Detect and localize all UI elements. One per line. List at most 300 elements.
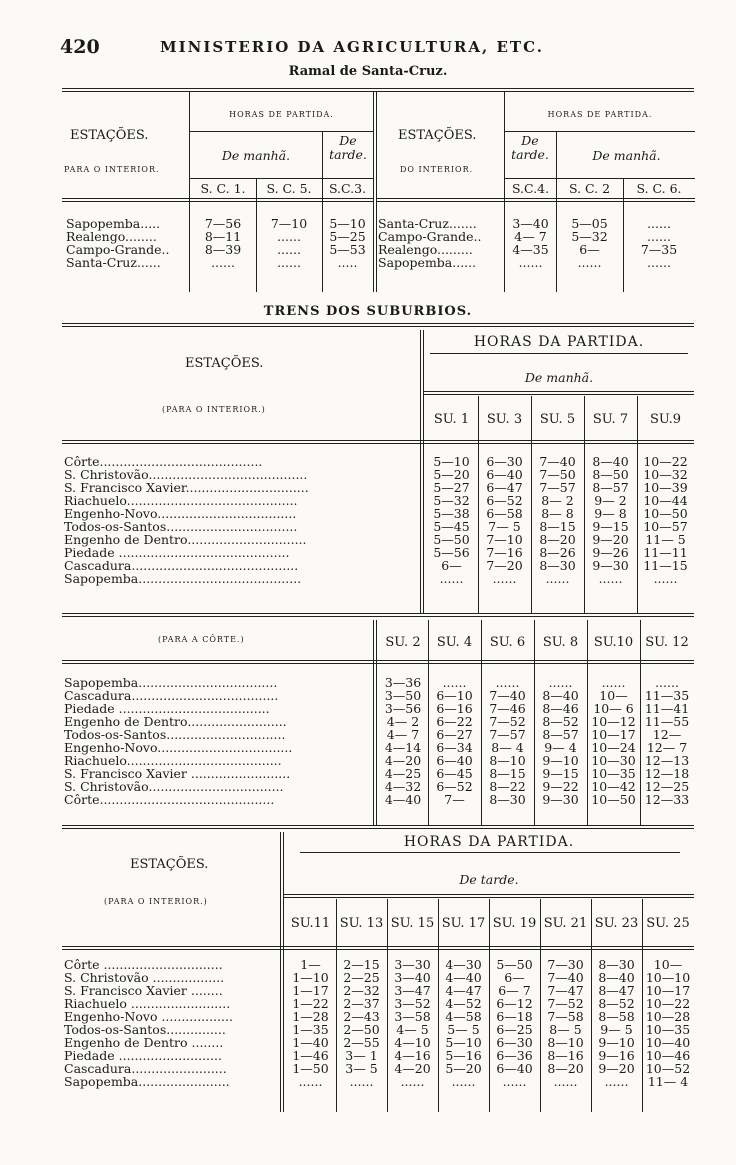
- column-header: SU. 12: [645, 635, 689, 650]
- departure-time: 8—40: [592, 454, 629, 469]
- departure-time: 6—30: [496, 1035, 533, 1050]
- station-name: Sapopemba.........................................: [64, 571, 302, 586]
- departure-time: 8—50: [592, 467, 629, 482]
- departure-time: 1—22: [292, 996, 329, 1011]
- departure-time: 6— 7: [498, 983, 531, 998]
- estacoes-heading-left: ESTAÇÕES.: [70, 128, 149, 143]
- departure-time: 9—16: [598, 1048, 635, 1063]
- rule: [505, 178, 695, 179]
- departure-time: 9— 5: [600, 1022, 633, 1037]
- ramal-left-time: ......: [277, 255, 301, 270]
- rule: [505, 131, 695, 132]
- station-name: S. Christovão..................................: [64, 779, 284, 794]
- departure-time: 8—26: [539, 545, 576, 560]
- station-name: Todos-os-Santos.................................: [64, 519, 298, 534]
- departure-time: 4—40: [384, 792, 422, 807]
- station-name: Piedade ..........................: [64, 1048, 222, 1063]
- departure-time: 5—20: [445, 1061, 482, 1076]
- departure-time: 4—20: [384, 753, 422, 768]
- station-name: Todos-os-Santos..............................: [64, 727, 286, 742]
- departure-time: 6—16: [436, 701, 473, 716]
- departure-time: ......: [502, 1074, 527, 1089]
- column-header: SU. 5: [539, 412, 576, 427]
- departure-time: 8— 5: [549, 1022, 582, 1037]
- ramal-right-time: ......: [647, 255, 671, 270]
- departure-time: 6—45: [436, 766, 473, 781]
- ramal-left-time: 7—56: [204, 216, 242, 231]
- station-name: S. Francisco Xavier ........: [64, 983, 223, 998]
- rule: [424, 394, 694, 395]
- departure-time: 10—42: [591, 779, 636, 794]
- departure-time: 6—36: [496, 1048, 533, 1063]
- departure-time: 3— 1: [345, 1048, 378, 1063]
- departure-time: 3—56: [384, 701, 422, 716]
- departure-time: 8—40: [598, 970, 635, 985]
- direction-left: PARA O INTERIOR.: [64, 165, 160, 174]
- col-sc1: S. C. 1.: [200, 181, 246, 196]
- section-subtitle: Ramal de Santa-Cruz.: [288, 64, 448, 79]
- departure-time: 12—25: [644, 779, 690, 794]
- departure-time: 5—32: [433, 493, 470, 508]
- departure-time: ......: [655, 675, 679, 690]
- departure-time: 8—57: [592, 480, 629, 495]
- departure-time: 8—30: [489, 792, 526, 807]
- departure-time: 6—25: [496, 1022, 533, 1037]
- departure-time: 4—52: [445, 996, 482, 1011]
- departure-time: 9— 2: [594, 493, 627, 508]
- departure-time: 12—18: [644, 766, 690, 781]
- departure-time: 8—30: [598, 957, 635, 972]
- departure-time: 9—20: [592, 532, 629, 547]
- column-header: SU.11: [290, 916, 331, 931]
- departure-time: 9—30: [592, 558, 629, 573]
- column-header: SU. 1: [433, 412, 470, 427]
- departure-time: 10—40: [645, 1035, 691, 1050]
- departure-time: 7—30: [547, 957, 584, 972]
- departure-time: 11— 4: [647, 1074, 689, 1089]
- departure-time: 4—14: [384, 740, 422, 755]
- departure-time: 9—20: [598, 1061, 635, 1076]
- departure-time: 3—30: [394, 957, 431, 972]
- departure-time: 4—25: [384, 766, 422, 781]
- departure-time: 10—52: [645, 1061, 691, 1076]
- col-sc5: S. C. 5.: [266, 181, 312, 196]
- departure-time: 5—45: [433, 519, 470, 534]
- station-name: Côrte ..............................: [64, 957, 223, 972]
- departure-time: 5—56: [433, 545, 470, 560]
- column-header: SU. 4: [436, 635, 473, 650]
- col-sc2: S. C. 2: [568, 181, 611, 196]
- column-header: SU. 21: [543, 916, 588, 931]
- departure-time: 12— 7: [646, 740, 688, 755]
- departure-time: 8—20: [547, 1061, 584, 1076]
- station-name: S. Francisco Xavier...............................: [64, 480, 309, 495]
- rule: [62, 825, 694, 826]
- departure-time: 3—47: [394, 983, 431, 998]
- departure-time: ......: [442, 675, 467, 690]
- rule: [376, 198, 695, 199]
- departure-time: 5—50: [496, 957, 533, 972]
- departure-time: 7—58: [547, 1009, 584, 1024]
- departure-time: 3—36: [384, 675, 422, 690]
- departure-time: 3—50: [384, 688, 422, 703]
- departure-time: 4—40: [445, 970, 482, 985]
- departure-time: 8— 8: [541, 506, 574, 521]
- departure-time: 10—32: [643, 467, 688, 482]
- departure-time: 6—22: [436, 714, 473, 729]
- departure-time: 1—50: [292, 1061, 329, 1076]
- t2-direction: (PARA A CÔRTE.): [158, 635, 245, 644]
- departure-time: 6—: [441, 558, 462, 573]
- rule: [376, 201, 695, 202]
- de-manha-right: De manhã.: [592, 148, 661, 163]
- departure-time: 6—: [504, 970, 525, 985]
- departure-time: 10—28: [645, 1009, 691, 1024]
- rule: [62, 198, 373, 199]
- departure-time: 10—12: [591, 714, 636, 729]
- ramal-right-station: Campo-Grande..: [378, 229, 482, 244]
- departure-time: 8—10: [489, 753, 526, 768]
- rule: [284, 897, 694, 898]
- ramal-right-time: 4—35: [512, 242, 549, 257]
- station-name: Engenho de Dentro ........: [64, 1035, 224, 1050]
- station-name: Engenho-Novo ..................: [64, 1009, 233, 1024]
- column-header: SU.10: [593, 635, 634, 650]
- de-manha-left: De manhã.: [221, 148, 291, 163]
- departure-time: 1—10: [292, 970, 329, 985]
- departure-time: 9— 8: [594, 506, 627, 521]
- t3-estacoes: ESTAÇÕES.: [130, 857, 209, 872]
- departure-time: ......: [492, 571, 517, 586]
- station-name: Riachuelo...........................................: [64, 493, 298, 508]
- departure-time: 7—40: [489, 688, 526, 703]
- departure-time: 6—52: [486, 493, 523, 508]
- departure-time: 4— 5: [396, 1022, 429, 1037]
- departure-time: 8—52: [542, 714, 579, 729]
- departure-time: 1—28: [292, 1009, 329, 1024]
- rule: [62, 323, 694, 324]
- departure-time: 6—58: [486, 506, 523, 521]
- station-name: S. Christovão ..................: [64, 970, 225, 985]
- vdbl: [373, 620, 377, 825]
- ramal-right-time: 4— 7: [514, 229, 547, 244]
- departure-time: 5—27: [433, 480, 470, 495]
- departure-time: 2—15: [343, 957, 380, 972]
- column-header: SU. 19: [492, 916, 537, 931]
- departure-time: 10—17: [645, 983, 691, 998]
- ramal-right-station: Santa-Cruz.......: [378, 216, 477, 231]
- departure-time: 6—40: [496, 1061, 533, 1076]
- departure-time: 8— 4: [491, 740, 524, 755]
- departure-time: 7—57: [539, 480, 576, 495]
- ramal-left-time: .....: [337, 255, 358, 270]
- departure-time: 3—58: [394, 1009, 431, 1024]
- ramal-right-time: 6—: [579, 242, 600, 257]
- column-header: SU.9: [649, 412, 682, 427]
- rule: [62, 440, 694, 441]
- departure-time: 1—17: [292, 983, 329, 998]
- column-header: SU. 23: [594, 916, 639, 931]
- col-sc4: S.C.4.: [511, 181, 550, 196]
- rule: [62, 828, 694, 829]
- ramal-left-time: 7—10: [270, 216, 308, 231]
- departure-time: 7—40: [547, 970, 584, 985]
- column-header: SU. 3: [486, 412, 523, 427]
- departure-time: 7—57: [489, 727, 526, 742]
- departure-time: 10—22: [643, 454, 688, 469]
- departure-time: 9—15: [592, 519, 629, 534]
- rule: [284, 894, 694, 895]
- departure-time: 11—41: [644, 701, 690, 716]
- departure-time: 4— 2: [386, 714, 420, 729]
- rule: [430, 353, 688, 354]
- departure-time: 12—: [652, 727, 682, 742]
- departure-time: 4—16: [394, 1048, 431, 1063]
- ramal-right-station: Realengo.........: [378, 242, 473, 257]
- departure-time: 2—43: [343, 1009, 380, 1024]
- departure-time: 5—10: [433, 454, 470, 469]
- departure-time: 8—40: [542, 688, 579, 703]
- page-number: 420: [60, 36, 100, 58]
- departure-time: 10—57: [643, 519, 688, 534]
- column-header: SU. 17: [441, 916, 486, 931]
- col-sc6: S. C. 6.: [636, 181, 682, 196]
- departure-time: 8—15: [539, 519, 576, 534]
- t3-horas: HORAS DA PARTIDA.: [403, 834, 575, 850]
- departure-time: 6—34: [436, 740, 473, 755]
- departure-time: 3— 5: [345, 1061, 378, 1076]
- departure-time: 10—17: [591, 727, 636, 742]
- station-name: Riachuelo.......................................: [64, 753, 282, 768]
- page-title: MINISTERIO DA AGRICULTURA, ETC.: [160, 38, 544, 56]
- departure-time: 5—38: [433, 506, 470, 521]
- departure-time: 6—40: [486, 467, 523, 482]
- departure-time: 2—37: [343, 996, 380, 1011]
- departure-time: 12—13: [644, 753, 690, 768]
- rule: [62, 946, 694, 947]
- rule: [300, 852, 680, 853]
- departure-time: 10—24: [591, 740, 636, 755]
- departure-time: 6—10: [436, 688, 473, 703]
- departure-time: 9—10: [542, 753, 579, 768]
- departure-time: 1—46: [292, 1048, 329, 1063]
- departure-time: 7—52: [547, 996, 584, 1011]
- suburbios-title: TRENS DOS SUBURBIOS.: [263, 304, 473, 319]
- departure-time: 5—16: [445, 1048, 482, 1063]
- column-header: SU. 6: [489, 635, 526, 650]
- departure-time: 2—50: [343, 1022, 380, 1037]
- departure-time: 10—35: [645, 1022, 691, 1037]
- departure-time: 11— 5: [645, 532, 686, 547]
- departure-time: 6—30: [486, 454, 523, 469]
- station-name: Sapopemba...................................: [64, 675, 278, 690]
- ramal-right-time: ......: [577, 255, 602, 270]
- station-name: S. Francisco Xavier .........................: [64, 766, 291, 781]
- station-name: Riachuelo .........................: [64, 996, 231, 1011]
- departure-time: 2—25: [343, 970, 380, 985]
- station-name: Cascadura........................: [64, 1061, 227, 1076]
- ramal-right-time: ......: [647, 229, 671, 244]
- departure-time: 1—35: [292, 1022, 329, 1037]
- departure-time: 6—18: [496, 1009, 533, 1024]
- departure-time: 8— 2: [541, 493, 574, 508]
- departure-time: ......: [451, 1074, 476, 1089]
- departure-time: 1—: [300, 957, 321, 972]
- departure-time: 9—30: [542, 792, 579, 807]
- estacoes-heading-right: ESTAÇÕES.: [398, 128, 477, 143]
- departure-time: 10—: [653, 957, 683, 972]
- t1-horas: HORAS DA PARTIDA.: [473, 334, 645, 350]
- departure-time: 5— 5: [447, 1022, 480, 1037]
- departure-time: 2—55: [343, 1035, 380, 1050]
- vrule: [322, 131, 323, 179]
- departure-time: 8—22: [489, 779, 526, 794]
- column-header: SU. 7: [592, 412, 629, 427]
- departure-time: 5—50: [433, 532, 470, 547]
- departure-time: 8—15: [489, 766, 526, 781]
- departure-time: 7—10: [486, 532, 523, 547]
- departure-time: 4—10: [394, 1035, 431, 1050]
- departure-time: 4—32: [384, 779, 422, 794]
- departure-time: 6—12: [496, 996, 533, 1011]
- ramal-right-time: 7—35: [640, 242, 678, 257]
- departure-time: 8—30: [539, 558, 576, 573]
- departure-time: 6—47: [486, 480, 523, 495]
- departure-time: 7—47: [547, 983, 584, 998]
- departure-time: 10—35: [591, 766, 636, 781]
- departure-time: ......: [553, 1074, 578, 1089]
- departure-time: 4—20: [394, 1061, 431, 1076]
- departure-time: ......: [601, 675, 626, 690]
- departure-time: 4— 7: [386, 727, 420, 742]
- departure-time: 8—58: [598, 1009, 635, 1024]
- departure-time: 7—20: [486, 558, 523, 573]
- departure-time: 10—39: [643, 480, 688, 495]
- station-name: Cascadura..........................................: [64, 558, 299, 573]
- departure-time: 4—47: [445, 983, 482, 998]
- departure-time: 7—: [444, 792, 465, 807]
- departure-time: 11—11: [643, 545, 688, 560]
- de-tarde-right: De tarde.: [511, 133, 549, 162]
- horas-partida-right: HORAS DE PARTIDA.: [547, 110, 653, 119]
- departure-time: ......: [349, 1074, 374, 1089]
- departure-time: 10—50: [643, 506, 688, 521]
- rule: [62, 443, 694, 444]
- departure-time: 5—20: [433, 467, 470, 482]
- station-name: Engenho de Dentro.........................: [64, 714, 287, 729]
- top-double-rule: [62, 88, 694, 92]
- ramal-left-station: Campo-Grande..: [66, 242, 170, 257]
- rule: [62, 326, 694, 327]
- departure-time: ......: [400, 1074, 425, 1089]
- departure-time: 9—26: [592, 545, 629, 560]
- departure-time: 12—33: [644, 792, 690, 807]
- departure-time: ......: [598, 571, 623, 586]
- rule: [62, 201, 373, 202]
- center-divider: [373, 92, 377, 292]
- rule: [62, 663, 694, 664]
- departure-time: 7— 5: [488, 519, 521, 534]
- rule: [190, 131, 373, 132]
- departure-time: 8—46: [542, 701, 579, 716]
- ramal-left-time: 8—11: [204, 229, 242, 244]
- departure-time: 10—22: [645, 996, 691, 1011]
- departure-time: 8—20: [539, 532, 576, 547]
- column-header: SU. 2: [385, 635, 421, 650]
- departure-time: 2—32: [343, 983, 380, 998]
- departure-time: 8—57: [542, 727, 579, 742]
- ramal-right-time: 3—40: [512, 216, 549, 231]
- rule: [62, 949, 694, 950]
- departure-time: ......: [548, 675, 573, 690]
- departure-time: 10—10: [645, 970, 691, 985]
- ramal-right-time: ......: [518, 255, 543, 270]
- station-name: Engenho-Novo...................................: [64, 506, 297, 521]
- ramal-right-time: 5—32: [571, 229, 608, 244]
- departure-time: 11—55: [644, 714, 690, 729]
- station-name: S. Christovão........................................: [64, 467, 308, 482]
- column-header: SU. 25: [646, 916, 690, 931]
- ramal-left-time: 5—25: [329, 229, 366, 244]
- departure-time: 7—50: [539, 467, 576, 482]
- ramal-left-station: Santa-Cruz......: [66, 255, 161, 270]
- departure-time: 9—15: [542, 766, 579, 781]
- ramal-left-time: ......: [277, 229, 301, 244]
- departure-time: 9— 4: [544, 740, 577, 755]
- departure-time: 9—10: [598, 1035, 635, 1050]
- station-name: Todos-os-Santos...............: [64, 1022, 226, 1037]
- ramal-right-time: ......: [647, 216, 671, 231]
- station-name: Cascadura.....................................: [64, 688, 279, 703]
- column-header: SU. 8: [542, 635, 579, 650]
- ramal-left-time: ......: [277, 242, 301, 257]
- rule: [190, 178, 373, 179]
- station-name: Engenho-Novo..................................: [64, 740, 293, 755]
- station-name: Sapopemba.......................: [64, 1074, 230, 1089]
- ramal-left-station: Sapopemba.....: [66, 216, 161, 231]
- horas-partida-left: HORAS DE PARTIDA.: [229, 110, 334, 119]
- station-name: Piedade ...........................................: [64, 545, 290, 560]
- departure-time: 10—: [599, 688, 628, 703]
- departure-time: 4—58: [445, 1009, 482, 1024]
- departure-time: 10—50: [591, 792, 636, 807]
- departure-time: 3—52: [394, 996, 431, 1011]
- column-header: SU. 15: [390, 916, 435, 931]
- departure-time: 8—52: [598, 996, 635, 1011]
- ramal-left-station: Realengo........: [66, 229, 157, 244]
- departure-time: 7—16: [486, 545, 523, 560]
- ramal-right-time: 5—05: [571, 216, 608, 231]
- departure-time: 10— 6: [593, 701, 634, 716]
- t1-estacoes: ESTAÇÕES.: [185, 356, 264, 371]
- departure-time: ......: [653, 571, 678, 586]
- departure-time: 3—40: [394, 970, 431, 985]
- ramal-right-station: Sapopemba......: [378, 255, 477, 270]
- t1-periodo: De manhã.: [524, 370, 594, 385]
- rule: [62, 660, 694, 661]
- departure-time: ......: [495, 675, 520, 690]
- departure-time: 11—15: [643, 558, 688, 573]
- ramal-left-time: 5—53: [329, 242, 366, 257]
- departure-time: 10—30: [591, 753, 636, 768]
- station-name: Côrte.........................................: [64, 454, 263, 469]
- t1-direction: (PARA O INTERIOR.): [162, 405, 266, 414]
- departure-time: 9—22: [542, 779, 579, 794]
- ramal-left-time: ......: [211, 255, 235, 270]
- station-name: Piedade ......................................: [64, 701, 270, 716]
- departure-time: 10—46: [645, 1048, 691, 1063]
- departure-time: ......: [545, 571, 570, 586]
